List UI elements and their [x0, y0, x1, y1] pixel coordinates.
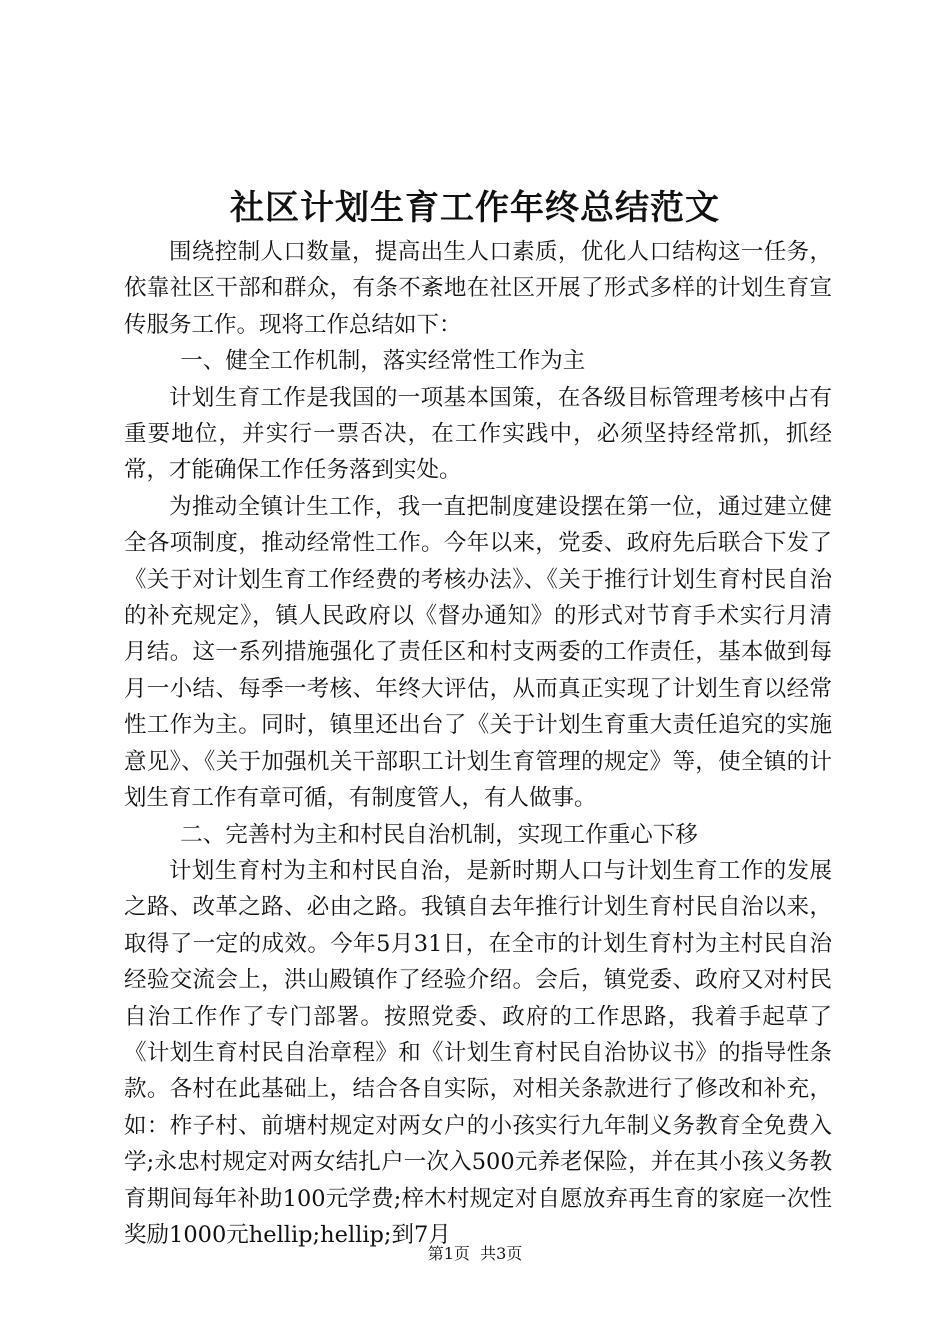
document-body	[124, 234, 832, 1253]
section-heading-1: 一、健全工作机制，落实经常性工作为主	[180, 348, 586, 375]
paragraph-village-autonomy: 计划生育村为主和村民自治，是新时期人口与计划生育工作的发展之路、改革之路、必由之路。我镇自去年推行计划生育村民自治以来，取得了一定的成效。今年5月31日，在全市的计划生育村为主村民自治经验交流会上，洪山殿镇作了经验介绍。会后，镇党委、政府又对村民自治工作作了专门部署。按照党委、政府的工作思路，我着手起草了《计划生育村民自治章程》和《计划生育村民自治协议书》的指导性条款。各村在此基础上，结合各自实际，对相关条款进行了修改和补充，如：柞子村、前塘村规定对两女户的小孩实行九年制义务教育全免费入学;永忠村规定对两女结扎户一次入500元养老保险，并在其小孩义务教育期间每年补助100元学费;梓木村规定对自愿放弃再生育的家庭一次性奖励1000元hellip;hellip;到7月	[124, 857, 832, 1248]
paragraph-system-building: 为推动全镇计生工作，我一直把制度建设摆在第一位，通过建立健全各项制度，推动经常性工作。今年以来，党委、政府先后联合下发了《关于对计划生育工作经费的考核办法》、《关于推行计划生育村民自治的补充规定》，镇人民政府以《督办通知》的形式对节育手术实行月清月结。这一系列措施强化了责任区和村支两委的工作责任，基本做到每月一小结、每季一考核、年终大评估，从而真正实现了计划生育以经常性工作为主。同时，镇里还出台了《关于计划生育重大责任追究的实施意见》、《关于加强机关干部职工计划生育管理的规定》等，使全镇的计划生育工作有章可循，有制度管人，有人做事。	[124, 493, 832, 812]
paragraph-intro: 围绕控制人口数量，提高出生人口素质，优化人口结构这一任务，依靠社区干部和群众，有条不紊地在社区开展了形式多样的计划生育宣传服务工作。现将工作总结如下：	[124, 239, 832, 338]
paragraph-policy: 计划生育工作是我国的一项基本国策，在各级目标管理考核中占有重要地位，并实行一票否决，在工作实践中，必须坚持经常抓，抓经常，才能确保工作任务落到实处。	[124, 384, 832, 484]
page-footer	[0, 1244, 950, 1264]
section-heading-2: 二、完善村为主和村民自治机制，实现工作重心下移	[180, 821, 698, 848]
document-title: 社区计划生育工作年终总结范文	[230, 188, 720, 228]
page-number: 第1页 共3页	[427, 1244, 523, 1263]
